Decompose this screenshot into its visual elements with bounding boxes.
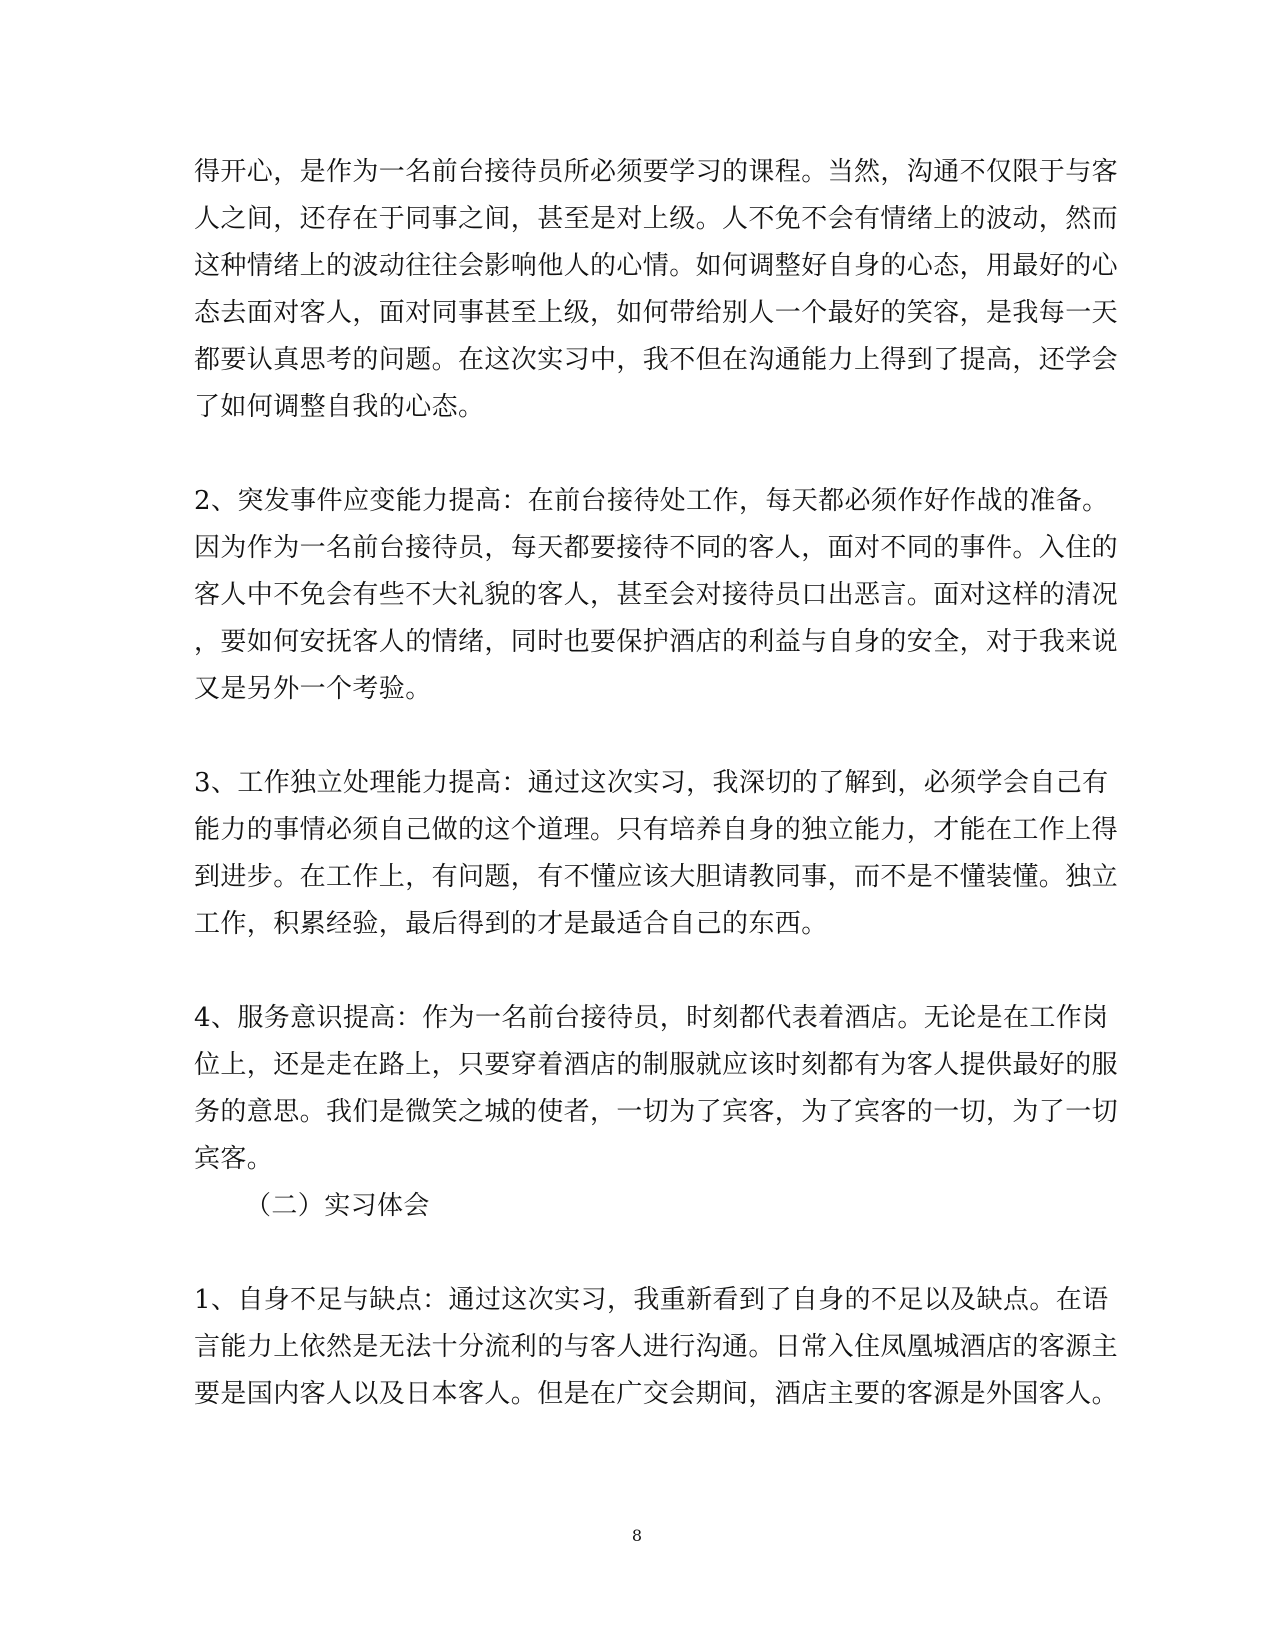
page-number: 8 xyxy=(631,1526,643,1545)
text-line: 又是另外一个考验。 xyxy=(194,674,432,704)
text-line: 3、工作独立处理能力提高：通过这次实习，我深切的了解到，必须学会自己有 xyxy=(194,768,1109,798)
text-line: 到进步。在工作上，有问题，有不懂应该大胆请教同事，而不是不懂装懂。独立 xyxy=(194,862,1119,892)
text-line: 工作，积累经验，最后得到的才是最适合自己的东西。 xyxy=(194,909,828,939)
text-line: 人之间，还存在于同事之间，甚至是对上级。人不免不会有情绪上的波动，然而 xyxy=(194,204,1119,234)
text-line: 能力的事情必须自己做的这个道理。只有培养自身的独立能力，才能在工作上得 xyxy=(194,815,1119,845)
text-line: 4、服务意识提高：作为一名前台接待员，时刻都代表着酒店。无论是在工作岗 xyxy=(194,1003,1109,1033)
section-heading: （二）实习体会 xyxy=(245,1191,430,1221)
text-line: 言能力上依然是无法十分流利的与客人进行沟通。日常入住凤凰城酒店的客源主 xyxy=(194,1332,1119,1362)
text-line: 因为作为一名前台接待员，每天都要接待不同的客人，面对不同的事件。入住的 xyxy=(194,533,1119,563)
text-line: 这种情绪上的波动往往会影响他人的心情。如何调整好自身的心态，用最好的心 xyxy=(194,251,1119,281)
text-line: 态去面对客人，面对同事甚至上级，如何带给别人一个最好的笑容，是我每一天 xyxy=(194,298,1119,328)
text-line: 2、突发事件应变能力提高：在前台接待处工作，每天都必须作好作战的准备。 xyxy=(194,486,1109,516)
text-line: 了如何调整自我的心态。 xyxy=(194,392,485,422)
text-line: 要是国内客人以及日本客人。但是在广交会期间，酒店主要的客源是外国客人。 xyxy=(194,1379,1119,1409)
text-line: 务的意思。我们是微笑之城的使者，一切为了宾客，为了宾客的一切，为了一切 xyxy=(194,1097,1119,1127)
text-line: ，要如何安抚客人的情绪，同时也要保护酒店的利益与自身的安全，对于我来说 xyxy=(194,627,1119,657)
text-line: 宾客。 xyxy=(194,1144,274,1174)
text-line: 都要认真思考的问题。在这次实习中，我不但在沟通能力上得到了提高，还学会 xyxy=(194,345,1119,375)
text-line: 得开心，是作为一名前台接待员所必须要学习的课程。当然，沟通不仅限于与客 xyxy=(194,157,1119,187)
text-line: 位上，还是走在路上，只要穿着酒店的制服就应该时刻都有为客人提供最好的服 xyxy=(194,1050,1119,1080)
text-line: 1、自身不足与缺点：通过这次实习，我重新看到了自身的不足以及缺点。在语 xyxy=(194,1285,1109,1315)
text-line: 客人中不免会有些不大礼貌的客人，甚至会对接待员口出恶言。面对这样的清况 xyxy=(194,580,1119,610)
